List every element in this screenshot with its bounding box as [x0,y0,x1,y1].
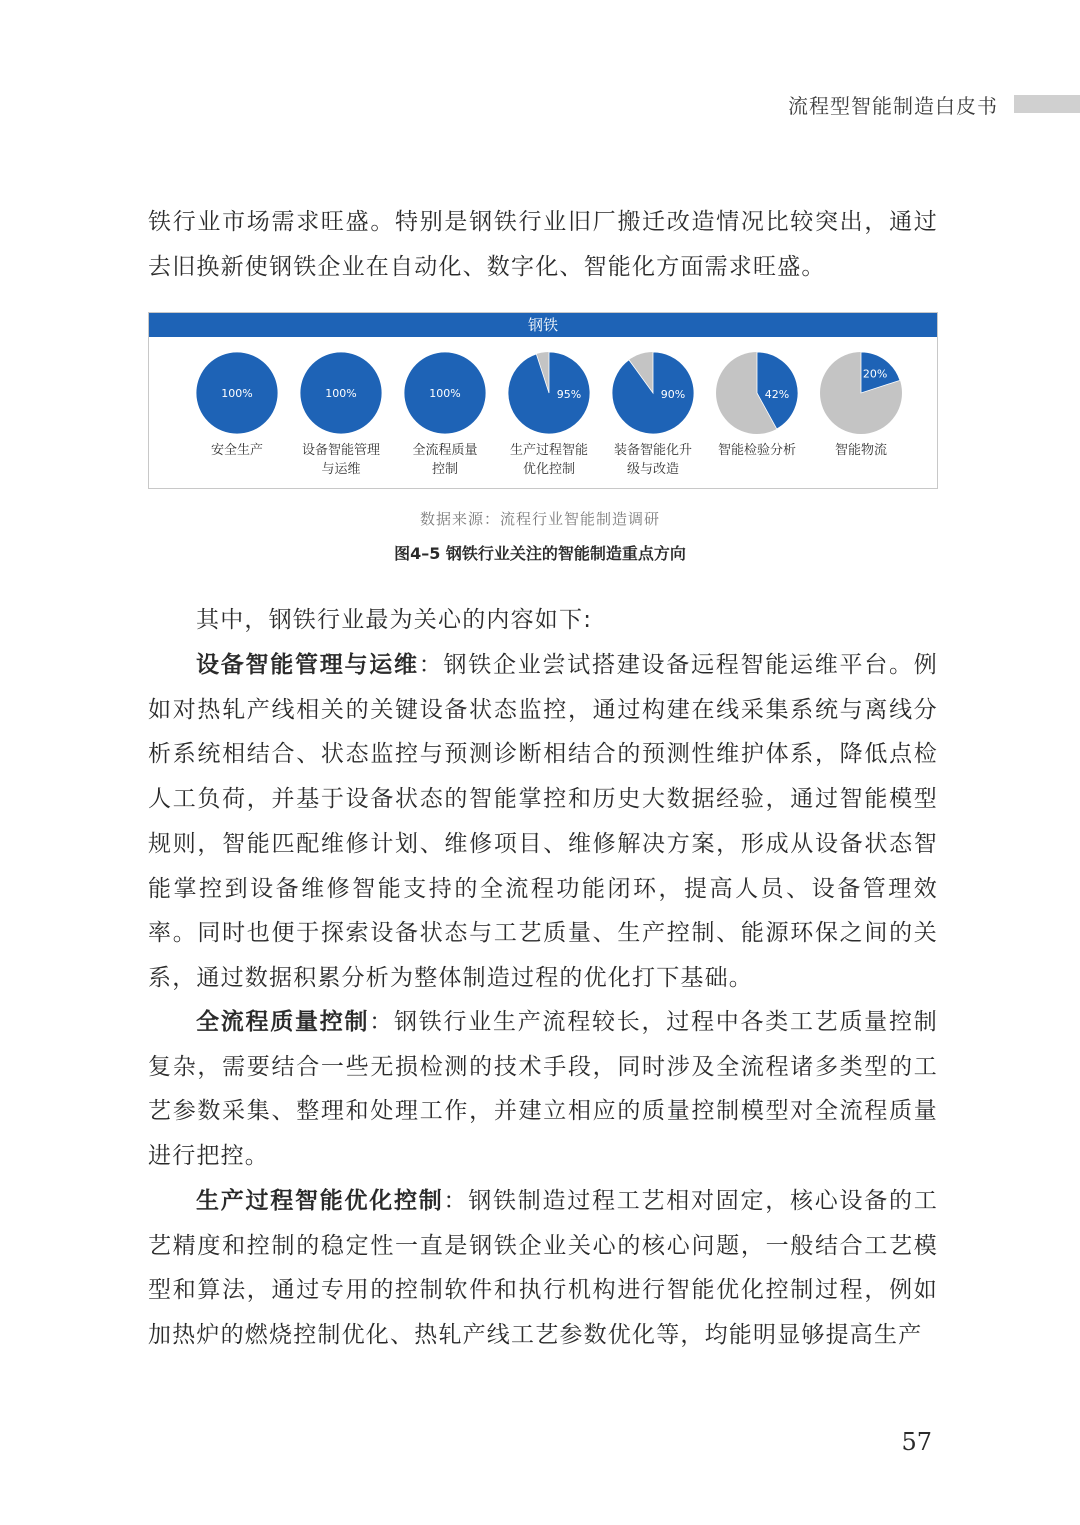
pie-category-label: 安全生产 [210,443,263,458]
pie-chart [819,351,903,435]
pie-chart [507,351,591,435]
pie-category-label: 装备智能化升 级与改造 [613,443,692,477]
pie-chart [715,351,799,435]
quality-body: ：钢铁行业生产流程较长，过程中各类工艺质量控制复杂，需要结合一些无损检测的技术手段，同时涉及全流程诸多类型的工艺参数采集、整理和处理工作，并建立相应的质量控制模型对全流程质量进行把控。 [148,1009,938,1170]
pie-value-label: 100% [221,387,253,400]
page-number: 57 [901,1428,932,1456]
lead-paragraph: 其中，钢铁行业最为关心的内容如下: [196,607,593,633]
process-paragraph [148,1179,938,1358]
pie-value-label: 100% [325,387,357,400]
pie-chart [611,351,695,435]
figure-title: 钢铁 [149,313,937,337]
pie-category-label: 设备智能管理 与运维 [301,443,380,477]
pie-value-label: 20% [862,367,888,381]
equipment-heading: 设备智能管理与运维 [196,652,419,678]
equipment-body: ：钢铁企业尝试搭建设备远程智能运维平台。例如对热轧产线相关的关键设备状态监控，通过构建在线采集系统与离线分析系统相结合、状态监控与预测诊断相结合的预测性维护体系，降低点检人工负荷，并基于设备状态的智能掌控和历史大数据经验，通过智能模型规则，智能匹配维修计划、维修项目、维修解决方案，形成从设备状态智能掌控到设备维修智能支持的全流程功能闭环，提高人员、设备管理效率。同时也便于探索设备状态与工艺质量、生产控制、能源环保之间的关系，通过数据积累分析为整体制造过程的优化打下基础。 [148,652,938,991]
pie-chart [195,351,279,435]
pie-value-label: 42% [764,388,790,401]
pie-value-label: 90% [660,388,686,401]
running-head-title: 流程型智能制造白皮书 [788,94,998,118]
steel-focus-figure [148,312,938,489]
pie-value-label: 100% [429,387,461,400]
figure-source: 数据来源：流程行业智能制造调研 [419,510,660,528]
pie-chart [403,351,487,435]
pie-value-label: 95% [556,388,582,401]
equipment-paragraph [148,643,938,1001]
intro-paragraph: 铁行业市场需求旺盛。特别是钢铁行业旧厂搬迁改造情况比较突出，通过去旧换新使钢铁企业在自动化、数字化、智能化方面需求旺盛。 [148,209,938,280]
quality-paragraph [148,1000,938,1179]
pie-category-label: 智能检验分析 [717,443,796,458]
process-body: ：钢铁制造过程工艺相对固定，核心设备的工艺精度和控制的稳定性一直是钢铁企业关心的核心问题，一般结合工艺模型和算法，通过专用的控制软件和执行机构进行智能优化控制过程，例如加热炉的燃烧控制优化、热轧产线工艺参数优化等，均能明显够提高生产 [148,1188,939,1349]
pie-category-label: 全流程质量 控制 [412,443,478,477]
figure-caption: 图4–5 钢铁行业关注的智能制造重点方向 [394,544,686,563]
pie-chart [299,351,383,435]
pie-category-label: 生产过程智能 优化控制 [509,443,588,477]
running-head-bar [1014,95,1080,113]
pie-category-label: 智能物流 [834,443,887,458]
quality-heading: 全流程质量控制 [196,1009,370,1035]
process-heading: 生产过程智能优化控制 [196,1188,444,1214]
